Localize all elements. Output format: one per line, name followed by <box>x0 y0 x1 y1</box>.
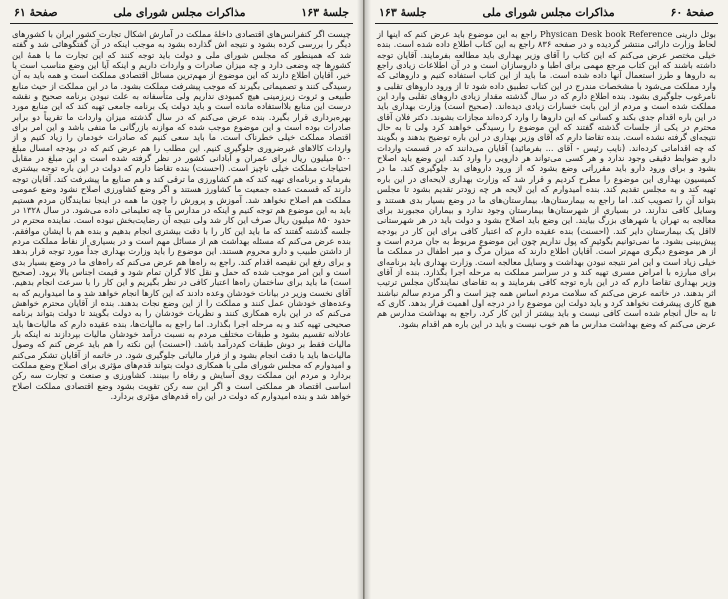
opening-word: بوئل دارینی <box>675 29 716 39</box>
page-header-right <box>375 6 718 24</box>
body-text-left: چیست اگر کنفرانس‌های اقتصادی داخلهٔ مملکت در آمارش اشکال تجارت کشور ایران با کشورهای دیگر را بررسی کرده بشود و نتیجه اش گذارده بشود به موجب اینکه در آن گفتگوهائی شد و گفته شد که همینطور که مجلس شورای ملی و دولت باید توجه کنند که این تجارت ما با همهٔ این کشورها چه وضعی دارد و چه میزان صادرات و واردات داریم و اینکه آیا این وضع مناسب است یا خیر، آقایان اطلاع دارند که این موضوع از مهم‌ترین مسائل اقتصادی مملکت است و همه باید به آن رسیدگی کنند و تصمیماتی بگیرند که موجب پیشرفت مملکت بشود. ما در این مملکت از حیث منابع طبیعی و ثروت زیرزمینی هیچ کمبودی نداریم ولی متأسفانه به علت نبودن برنامه صحیح و نقشه درست این منابع بلااستفاده مانده است و باید دولت یک برنامه جامعی تهیه کند که این منابع مورد بهره‌برداری قرار بگیرد. بنده عرض می‌کنم که در سال گذشته میزان واردات ما تقریباً دو برابر صادرات بوده است و این موضوع موجب شده که موازنه بازرگانی ما منفی باشد و این امر برای اقتصاد مملکت خیلی خطرناک است. ما باید سعی کنیم که صادرات خودمان را زیاد کنیم و از واردات کالاهای غیرضروری جلوگیری کنیم. این مطلب را هم عرض کنم که در بودجه امسال مبلغ ۵۰۰ میلیون ریال برای عمران و آبادانی کشور در نظر گرفته شده است و این مبلغ در مقابل احتیاجات مملکت خیلی ناچیز است. (احسنت) بنده تقاضا دارم که دولت در این باره توجه بیشتری بفرماید و برنامه‌ای تهیه کند که هم کشاورزی ما ترقی کند و هم صنایع ما پیشرفت کند. آقایان توجه دارند که قسمت عمده جمعیت ما کشاورز هستند و اگر وضع کشاورزی اصلاح نشود وضع عمومی مملکت هم اصلاح نخواهد شد. آموزش و پرورش را چون ما همه در اینجا نمایندگان مردم هستیم باید به این موضوع هم توجه کنیم و اینکه در مدارس ما چه تعلیماتی داده می‌شود. در سال ۱۳۲۸ در حدود ۸۵۰ میلیون ریال صرف این کار شد ولی نتیجه آن رضایت‌بخش نبوده است. نماینده محترم در جلسه گذشته گفتند که ما باید این کار را با دقت بیشتری انجام بدهیم و بنده هم با ایشان موافقم. بنده عرض می‌کنم که مسئله بهداشت هم از مسائل مهم است و در بسیاری از نقاط مملکت مردم از داشتن طبیب و دارو محروم هستند. این موضوع را باید وزارت بهداری جداً مورد توجه قرار بدهد و برای رفع این نقیصه اقدام کند. راجع به راه‌ها هم عرض می‌کنم که راه‌های ما در وضع بسیار بدی است و این امر موجب شده که حمل و نقل کالا گران تمام شود و قیمت اجناس بالا برود. (صحیح است) ما باید برای ساختمان راه‌ها اعتبار کافی در نظر بگیریم و این کار را با سرعت انجام بدهیم. آقای نخست وزیر در بیانات خودشان وعده دادند که این کارها انجام خواهد شد و ما امیدواریم که به وعده‌های خودشان عمل کنند و مملکت را از این وضع نجات بدهند. بنده از آقایان محترم خواهش می‌کنم که در این باره همکاری کنند و نظریات خودشان را به دولت بگویند تا دولت بتواند برنامه صحیحی تهیه کند و به مرحله اجرا بگذارد. اما راجع به مالیات‌ها، بنده عقیده دارم که مالیات‌ها باید عادلانه تقسیم بشود و طبقات مختلف مردم به نسبت درآمد خودشان مالیات بپردازند نه اینکه بار مالیات فقط بر دوش طبقات کم‌درآمد باشد. (احسنت) این نکته را هم باید عرض کنم که وصول مالیات‌ها باید با دقت انجام بشود و از فرار مالیاتی جلوگیری شود. در خاتمه از آقایان تشکر می‌کنم و امیدوارم که مجلس شورای ملی با همکاری دولت بتواند قدم‌های مؤثری برای اصلاح وضع مملکت بردارد و مردم این مملکت روی آسایش و رفاه را ببینند. کشاورزی و صنعت و تجارت سه رکن اساسی اقتصاد هر مملکتی است و اگر این سه رکن تقویت بشود وضع اقتصادی مملکت اصلاح خواهد شد و بنده امیدوارم که دولت در این راه قدم‌های مؤثری بردارد. <box>12 29 352 402</box>
body-text-right <box>375 29 718 595</box>
page-number: صفحهٔ ۶۰ <box>670 6 714 19</box>
header-title: مذاکرات مجلس شورای ملی <box>482 6 615 19</box>
latin-reference: Physican Desk book Reference <box>540 29 673 39</box>
page-right <box>364 0 728 599</box>
page-number: صفحهٔ ۶۱ <box>14 6 58 19</box>
header-title: مذاکرات مجلس شورای ملی <box>113 6 246 19</box>
page-header-left <box>10 6 353 24</box>
session-number: جلسهٔ ۱۶۳ <box>301 6 349 19</box>
session-number: جلسهٔ ۱۶۳ <box>379 6 427 19</box>
body-paragraph: راجع به این موضوع باید عرض کنم که اینها از لحاظ وزارت دارائی منتشر گردیده و در صفحه ۸۳۶ راجع به این کتاب اطلاع داده شده است. بنده خیلی مختصر عرض می‌کنم که این کتاب را آقای وزیر بهداری باید مطالعه بفرمایند. آقایان توجه داشته باشند که این کتاب مرجع مهمی برای اطبا و داروسازان است و در آن اطلاعات زیادی راجع به داروها و طرز استعمال آنها داده شده است. ما باید از این کتاب استفاده کنیم و داروهائی که وارد مملکت می‌شود با مشخصات مندرج در این کتاب تطبیق داده شود تا از ورود داروهای تقلبی و نامرغوب جلوگیری بشود. بنده اطلاع دارم که در سال گذشته مقدار زیادی داروهای تقلبی وارد این مملکت شده است و مردم از این بابت خسارات زیادی دیده‌اند. (صحیح است) وزارت بهداری باید در این باره اقدام جدی بکند و کسانی که این داروها را وارد کرده‌اند مجازات بشوند. دکتر فلان آقای محترم در یکی از جلسات گذشته گفتند که این موضوع را رسیدگی خواهند کرد ولی تا به حال نتیجه‌ای گرفته نشده است. بنده تقاضا دارم که آقای وزیر بهداری در این باره توضیح بدهند و بگویند که چه اقداماتی کرده‌اند. (نایب رئیس - آقای ... بفرمائید) آقایان می‌دانند که در قسمت واردات دارو ضوابط دقیقی وجود ندارد و هر کسی می‌تواند هر دارویی را وارد کند. این وضع باید اصلاح بشود و برای ورود دارو باید مقرراتی وضع بشود که از ورود داروهای بد جلوگیری کند. ما در کمیسیون بهداری این موضوع را مطرح کردیم و قرار شد که وزارت بهداری لایحه‌ای در این باره تهیه کند و به مجلس تقدیم کند. بنده امیدوارم که این لایحه هر چه زودتر تقدیم بشود تا مجلس بتواند آن را تصویب کند. اما راجع به بیمارستان‌ها، بیمارستان‌های ما در وضع بسیار بدی هستند و وسایل کافی ندارند. در بسیاری از شهرستان‌ها بیمارستان وجود ندارد و بیماران مجبورند برای معالجه به تهران یا شهرهای بزرگ بیایند. این وضع باید اصلاح بشود و دولت باید در هر شهرستانی لااقل یک بیمارستان دایر کند. (احسنت) بنده عقیده دارم که اعتبار کافی برای این کار در بودجه پیش‌بینی بشود. ما نمی‌توانیم بگوئیم که پول نداریم چون این موضوع مربوط به جان مردم است و از هر موضوع دیگری مهم‌تر است. آقایان اطلاع دارند که میزان مرگ و میر اطفال در مملکت ما خیلی زیاد است و این امر نتیجه نبودن بهداشت و وسایل معالجه است. وزارت بهداری باید برنامه‌ای برای مبارزه با امراض مسری تهیه کند و در سراسر مملکت به مرحله اجرا بگذارد. بنده از آقای وزیر بهداری تقاضا دارم که در این باره توجه کافی بفرمایند و به تقاضای نمایندگان مجلس ترتیب اثر بدهند. در خاتمه عرض می‌کنم که سلامت مردم اساس همه چیز است و اگر مردم سالم نباشند هیچ کاری پیشرفت نخواهد کرد و باید دولت این موضوع را در درجه اول اهمیت قرار بدهد. کاری که تا به حال انجام شده است کافی نیست و باید بیشتر از این کار کرد. راجع به بهداشت مدارس هم عرض می‌کنم که وضع بهداشت مدارس ما هم خوب نیست و باید در این باره هم اقدام بشود. <box>377 29 716 329</box>
